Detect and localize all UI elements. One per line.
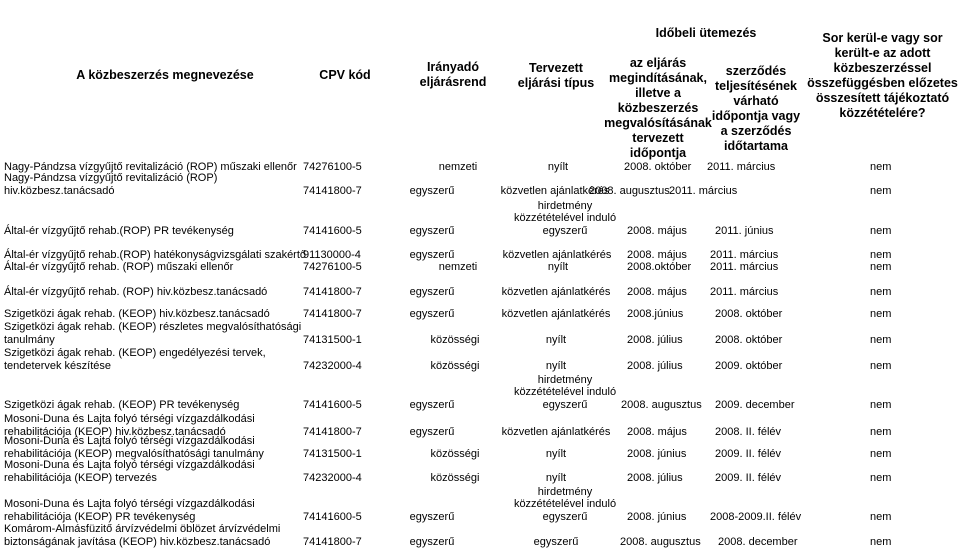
row-procedure-rule: egyszerű <box>409 248 455 261</box>
row-name-line: Szigetközi ágak rehab. (KEOP) részletes megvalósíthatósági <box>4 321 302 333</box>
row-procedure-type-line: nyílt <box>547 160 569 173</box>
row-cpv-code: 74232000-4 <box>303 471 362 484</box>
row-prior-notice: nem <box>870 535 892 548</box>
row-cpv-code: 74141600-5 <box>303 224 362 237</box>
row-cpv-code: 74276100-5 <box>303 160 362 173</box>
row-cpv-code: 74141800-7 <box>303 184 362 197</box>
table-row <box>0 321 960 346</box>
row-procedure-type-line: hirdetmény <box>537 373 593 386</box>
row-procedure-type-line: egyszerű <box>542 398 588 411</box>
row-end-date: 2009. október <box>715 359 783 372</box>
row-procedure-type-line: közzétételével induló <box>513 498 617 510</box>
row-procedure-type-line: egyszerű <box>542 224 588 237</box>
row-end-date: 2008. október <box>715 307 783 320</box>
row-cpv-code: 74141800-7 <box>303 307 362 320</box>
row-procedure-type-line: egyszerű <box>533 535 579 548</box>
row-end-date: 2011. március <box>710 285 779 298</box>
row-procedure-rule: nemzeti <box>438 160 478 173</box>
row-procedure-rule: közösségi <box>430 471 480 484</box>
row-start-date: 2008. augusztus <box>620 535 701 548</box>
header-name: A közbeszerzés megnevezése <box>76 67 254 82</box>
row-name-line: Által-ér vízgyűjtő rehab. (ROP) hiv.közbesz.tanácsadó <box>4 285 268 298</box>
row-cpv-code: 74276100-5 <box>303 260 362 273</box>
row-prior-notice: nem <box>870 510 892 523</box>
row-cpv-code: 74232000-4 <box>303 359 362 372</box>
row-prior-notice: nem <box>870 447 892 460</box>
row-start-date: 2008. május <box>627 224 687 237</box>
row-start-date: 2008. június <box>627 447 687 460</box>
row-name-line: Által-ér vízgyűjtő rehab. (ROP) műszaki ellenőr <box>4 260 234 273</box>
row-start-date: 2008. október <box>624 160 692 173</box>
row-name-line: Nagy-Pándzsa vízgyűjtő revitalizáció (ROP) <box>4 172 218 184</box>
row-name-line: Szigetközi ágak rehab. (KEOP) PR tevékenység <box>4 398 240 411</box>
row-name-line: Mosoni-Duna és Lajta folyó térségi vízgazdálkodási <box>4 498 255 510</box>
row-procedure-rule: egyszerű <box>409 307 455 320</box>
row-procedure-type-line: közvetlen ajánlatkérés <box>501 425 611 438</box>
row-start-date: 2008. május <box>627 248 687 261</box>
row-end-date: 2011. március <box>710 248 779 261</box>
row-end-date: 2011. március <box>707 160 776 173</box>
table-row <box>0 374 960 412</box>
row-end-date: 2008-2009.II. félév <box>710 510 802 523</box>
row-procedure-rule: közösségi <box>430 447 480 460</box>
table-row <box>0 172 960 197</box>
row-end-date: 2008. II. félév <box>715 425 782 438</box>
row-end-date: 2009. december <box>715 398 795 411</box>
row-name-line: Által-ér vízgyűjtő rehab.(ROP) hatékonyságvizsgálati szakértő <box>4 248 307 261</box>
row-procedure-type-line: nyílt <box>545 447 567 460</box>
row-name-line: Mosoni-Duna és Lajta folyó térségi vízgazdálkodási <box>4 435 255 447</box>
row-procedure-type-line: hirdetmény <box>537 199 593 212</box>
row-start-date: 2008.június <box>627 307 684 320</box>
row-prior-notice: nem <box>870 160 892 173</box>
row-start-date: 2008. július <box>627 333 683 346</box>
row-start-date: 2008. július <box>627 471 683 484</box>
row-start-date: 2008. augusztus <box>621 398 702 411</box>
table-row <box>0 347 960 372</box>
row-name-line: tanulmány <box>4 333 55 346</box>
row-end-date: 2009. II. félév <box>715 471 782 484</box>
row-prior-notice: nem <box>870 285 892 298</box>
row-prior-notice: nem <box>870 184 892 197</box>
row-procedure-rule: egyszerű <box>409 398 455 411</box>
table-row <box>0 308 960 321</box>
header-end-date: szerződés teljesítésének várható időpontja vagy a szerződés időtartama <box>711 64 801 153</box>
row-cpv-code: 74141800-7 <box>303 425 362 438</box>
table-row <box>0 523 960 548</box>
row-procedure-type-line: egyszerű <box>542 510 588 523</box>
row-name-line: hiv.közbesz.tanácsadó <box>4 184 115 197</box>
row-procedure-type-line: közvetlen ajánlatkérés <box>501 307 611 320</box>
row-procedure-type-line: nyílt <box>545 359 567 372</box>
row-end-date: 2008. december <box>718 535 798 548</box>
row-cpv-code: 74141800-7 <box>303 285 362 298</box>
row-prior-notice: nem <box>870 260 892 273</box>
row-prior-notice: nem <box>870 248 892 261</box>
row-procedure-rule: közösségi <box>430 333 480 346</box>
row-start-date: 2008. augusztus <box>589 184 670 197</box>
row-procedure-type-line: nyílt <box>545 333 567 346</box>
row-name-line: Által-ér vízgyűjtő rehab.(ROP) PR tevékenység <box>4 224 234 237</box>
row-prior-notice: nem <box>870 307 892 320</box>
row-cpv-code: 74131500-1 <box>303 447 362 460</box>
row-procedure-rule: egyszerű <box>409 535 455 548</box>
header-start-date: az eljárás megindításának, illetve a közbeszerzés megvalósításának tervezett időpontja <box>604 55 712 160</box>
row-cpv-code: 74141800-7 <box>303 535 362 548</box>
row-end-date: 2011. március <box>710 260 779 273</box>
row-start-date: 2008. július <box>627 359 683 372</box>
row-procedure-rule: egyszerű <box>409 510 455 523</box>
table-row <box>0 200 960 238</box>
row-procedure-type-line: nyílt <box>545 471 567 484</box>
row-procedure-rule: közösségi <box>430 359 480 372</box>
row-start-date: 2008. május <box>627 285 687 298</box>
row-name-line: rehabilitációja (KEOP) tervezés <box>4 471 157 484</box>
header-cpv: CPV kód <box>319 67 371 82</box>
row-procedure-type-line: hirdetmény <box>537 485 593 498</box>
table-row <box>0 486 960 524</box>
row-prior-notice: nem <box>870 224 892 237</box>
row-start-date: 2008. június <box>627 510 687 523</box>
row-prior-notice: nem <box>870 425 892 438</box>
row-name-line: Nagy-Pándzsa vízgyűjtő revitalizáció (ROP) műszaki ellenőr <box>4 160 297 173</box>
row-prior-notice: nem <box>870 398 892 411</box>
row-cpv-code: 74141600-5 <box>303 510 362 523</box>
table-row <box>0 286 960 299</box>
row-procedure-rule: egyszerű <box>409 425 455 438</box>
row-name-line: Szigetközi ágak rehab. (KEOP) hiv.közbesz.tanácsadó <box>4 307 270 320</box>
row-procedure-type-line: közzétételével induló <box>513 386 617 398</box>
row-name-line: rehabilitációja (KEOP) hiv.közbesz.tanácsadó <box>4 425 226 438</box>
row-procedure-type-line: közvetlen ajánlatkérés <box>501 285 611 298</box>
row-name-line: tendetervek készítése <box>4 359 112 372</box>
header-timing-group: Időbeli ütemezés <box>655 25 757 40</box>
row-name-line: rehabilitációja (KEOP) megvalósíthatósági tanulmány <box>4 447 264 460</box>
row-start-date: 2008.október <box>627 260 692 273</box>
row-end-date: 2011. június <box>715 224 774 237</box>
row-prior-notice: nem <box>870 471 892 484</box>
row-procedure-type-line: közzétételével induló <box>513 212 617 224</box>
row-procedure-rule: egyszerű <box>409 224 455 237</box>
row-name-line: biztonságának javítása (KEOP) hiv.közbesz.tanácsadó <box>4 535 271 548</box>
row-name-line: Mosoni-Duna és Lajta folyó térségi vízgazdálkodási <box>4 413 255 425</box>
row-procedure-rule: nemzeti <box>438 260 478 273</box>
row-cpv-code: 91130000-4 <box>303 248 361 261</box>
row-name-line: rehabilitációja (KEOP) PR tevékenység <box>4 510 196 523</box>
row-cpv-code: 74131500-1 <box>303 333 362 346</box>
row-procedure-rule: egyszerű <box>409 184 455 197</box>
row-prior-notice: nem <box>870 359 892 372</box>
header-procedure-rule: Irányadó eljárásrend <box>419 60 487 89</box>
header-prior-notice: Sor kerül-e vagy sor került-e az adott közbeszerzéssel összefüggésben előzetes összesített tájékoztató közzétételére? <box>807 31 958 120</box>
row-procedure-rule: egyszerű <box>409 285 455 298</box>
row-procedure-type-line: közvetlen ajánlatkérés <box>502 248 612 261</box>
row-name-line: Mosoni-Duna és Lajta folyó térségi vízgazdálkodási <box>4 459 255 471</box>
row-start-date: 2008. május <box>627 425 687 438</box>
row-name-line: Szigetközi ágak rehab. (KEOP) engedélyezési tervek, <box>4 347 266 359</box>
table-row <box>0 435 960 460</box>
row-cpv-code: 74141600-5 <box>303 398 362 411</box>
row-procedure-type-line: nyílt <box>547 260 569 273</box>
row-prior-notice: nem <box>870 333 892 346</box>
row-end-date: 2011. március <box>669 184 738 197</box>
row-end-date: 2008. október <box>715 333 783 346</box>
table-row <box>0 249 960 262</box>
table-row <box>0 459 960 484</box>
row-procedure-type-line: közvetlen ajánlatkérés <box>500 184 610 197</box>
table-row <box>0 261 960 274</box>
row-name-line: Komárom-Almásfüzitő árvízvédelmi öblözet árvízvédelmi <box>4 523 281 535</box>
row-end-date: 2009. II. félév <box>715 447 782 460</box>
header-procedure-type: Tervezett eljárási típus <box>517 61 595 90</box>
